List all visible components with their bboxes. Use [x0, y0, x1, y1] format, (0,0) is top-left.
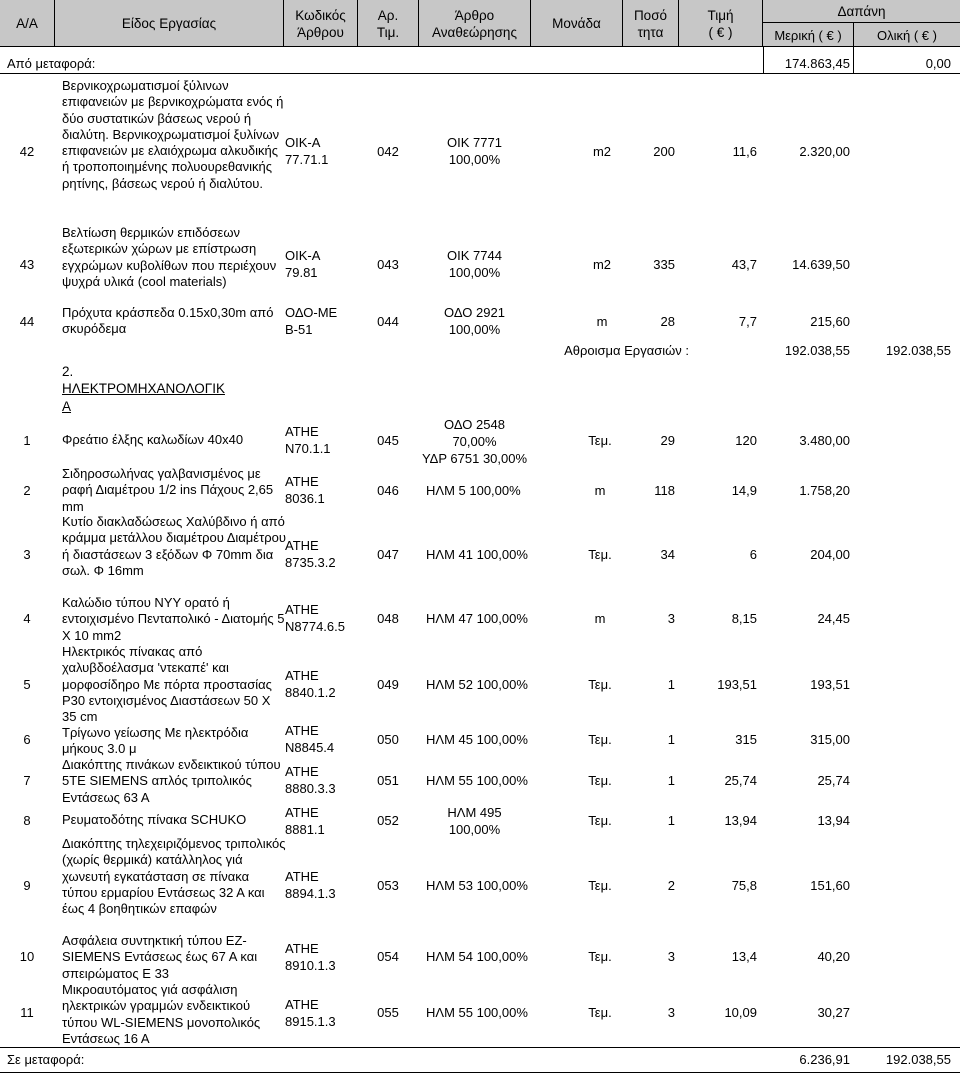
- row-qty: 2: [667, 878, 675, 893]
- row-description: Σιδηροσωλήνας γαλβανισμένος με ραφή Διαμέτρου 1/2 ins Πάχους 2,65 mm: [62, 466, 274, 514]
- row-ar: 052: [377, 813, 399, 828]
- header-work-type: Είδος Εργασίας: [121, 16, 217, 31]
- row-aa: 7: [23, 773, 31, 788]
- row-ar: 051: [377, 773, 399, 788]
- row-rev: ΗΛΜ 41 100,00%: [426, 547, 528, 562]
- row-code-l2: Ν8845.4: [285, 740, 335, 755]
- row-unit: Τεμ.: [588, 949, 612, 964]
- row-description: Πρόχυτα κράσπεδα 0.15x0,30m από σκυρόδεμα: [62, 305, 274, 337]
- row-code-l1: ΟΙΚ-Α: [285, 135, 321, 150]
- row-partial: 204,00: [810, 547, 850, 562]
- row-code-l1: ΑΤΗΕ: [285, 602, 319, 617]
- row-rev-l2: 100,00%: [448, 265, 501, 280]
- row-qty: 3: [667, 611, 675, 626]
- row-description: Βερνικοχρωματισμοί ξύλινων επιφανειών με βερνικοχρώματα ενός ή δύο συστατικών βάσεως νερού ή διαλύτη. Βερνικοχρωματισμοί ξυλίνων επιφανειών με ελαιόχρωμα αλκυδικής ή τροποποιημένης πολυουρεθανικής ρητίνης, βάσεως νερού ή διαλύτου.: [62, 78, 284, 191]
- row-partial: 14.639,50: [792, 257, 850, 272]
- row-code-l1: ΑΤΗΕ: [285, 805, 319, 820]
- row-aa: 3: [23, 547, 31, 562]
- row-partial: 3.480,00: [799, 433, 850, 448]
- row-price: 7,7: [738, 314, 757, 329]
- subtotal-partial: 192.038,55: [784, 343, 850, 358]
- row-description: Βελτίωση θερμικών επιδόσεων εξωτερικών χώρων με επίστρωση εγχρώμων κυβολίθων που περιέχουν ψυχρά υλικά (cool materials): [62, 225, 277, 289]
- row-price: 13,94: [724, 813, 757, 828]
- header-partial: Μερική ( € ): [774, 28, 842, 43]
- row-ar: 055: [377, 1005, 399, 1020]
- row-qty: 200: [653, 144, 675, 159]
- row-rev-l1: ΟΙΚ 7771: [447, 135, 502, 150]
- row-partial: 193,51: [810, 677, 850, 692]
- row-rev: ΗΛΜ 47 100,00%: [426, 611, 528, 626]
- row-code-l2: 8880.3.3: [285, 781, 336, 796]
- row-rev: ΗΛΜ 53 100,00%: [426, 878, 528, 893]
- header-total: Ολική ( € ): [877, 28, 937, 43]
- row-description: Ασφάλεια συντηκτική τύπου ΕΖ-SIEMENS Εντάσεως έως 67 Α και σπειρώματος Ε 33: [62, 933, 258, 981]
- header-divider: [763, 22, 960, 23]
- row-code-l1: ΑΤΗΕ: [285, 424, 319, 439]
- row-ar: 049: [377, 677, 399, 692]
- row-rev-l1: ΟΔΟ 2548: [444, 417, 505, 432]
- row-unit: Τεμ.: [588, 773, 612, 788]
- row-ar: 042: [377, 144, 399, 159]
- row-ar: 044: [377, 314, 399, 329]
- row-rev: ΗΛΜ 45 100,00%: [426, 732, 528, 747]
- row-rev: ΗΛΜ 55 100,00%: [426, 1005, 528, 1020]
- section-title-l1: ΗΛΕΚΤΡΟΜΗΧΑΝΟΛΟΓΙΚ: [62, 381, 225, 396]
- row-code-l1: ΑΤΗΕ: [285, 538, 319, 553]
- row-code-l2: 79.81: [285, 265, 318, 280]
- row-ar: 053: [377, 878, 399, 893]
- row-code-l2: 8915.1.3: [285, 1014, 336, 1029]
- row-qty: 335: [653, 257, 675, 272]
- row-partial: 215,60: [810, 314, 850, 329]
- row-description: Καλώδιο τύπου ΝΥΥ ορατό ή εντοιχισμένο Πενταπολικό - Διατομής 5 X 10 mm2: [62, 595, 285, 643]
- header-unit: Μονάδα: [552, 16, 601, 31]
- row-qty: 1: [667, 732, 675, 747]
- header-bottom-line: [0, 46, 960, 47]
- header-code-l1: Κωδικός: [295, 8, 346, 23]
- row-partial: 13,94: [817, 813, 850, 828]
- header-cost: Δαπάνη: [837, 4, 886, 19]
- row-code-l2: 8910.1.3: [285, 958, 336, 973]
- carried-out-label: Σε μεταφορά:: [7, 1052, 85, 1067]
- row-code-l1: ΑΤΗΕ: [285, 474, 319, 489]
- row-ar: 047: [377, 547, 399, 562]
- row-description: Κυτίο διακλαδώσεως Χαλύβδινο ή από κράμμα μετάλλου διαμέτρου Διαμέτρου ή διαστάσεων 3 εξόδων Φ 70mm δια σωλ. Φ 16mm: [62, 514, 286, 578]
- row-description: Ρευματοδότης πίνακα SCHUKO: [62, 812, 247, 827]
- row-code-l1: ΑΤΗΕ: [285, 723, 319, 738]
- row-partial: 30,27: [817, 1005, 850, 1020]
- row-partial: 24,45: [817, 611, 850, 626]
- row-description: Τρίγωνο γείωσης Με ηλεκτρόδια μήκους 3.0 μ: [62, 725, 249, 757]
- row-aa: 1: [23, 433, 31, 448]
- header-price-l2: ( € ): [708, 25, 733, 40]
- row-qty: 3: [667, 949, 675, 964]
- row-qty: 34: [660, 547, 675, 562]
- col-divider: [763, 47, 764, 73]
- carried-out-partial: 6.236,91: [799, 1052, 850, 1067]
- row-description: Φρεάτιο έλξης καλωδίων 40x40: [62, 432, 244, 447]
- subtotal-total: 192.038,55: [885, 343, 951, 358]
- carried-in-label: Από μεταφορά:: [7, 56, 96, 71]
- row-rev-l3: ΥΔΡ 6751 30,00%: [421, 451, 528, 466]
- row-rev: ΗΛΜ 52 100,00%: [426, 677, 528, 692]
- row-qty: 1: [667, 677, 675, 692]
- header-price-l1: Τιμή: [707, 8, 734, 23]
- row-unit: Τεμ.: [588, 732, 612, 747]
- col-divider: [853, 47, 854, 73]
- row-rev: ΗΛΜ 55 100,00%: [426, 773, 528, 788]
- row-partial: 25,74: [817, 773, 850, 788]
- divider: [0, 1072, 960, 1073]
- row-rev-l2: 100,00%: [448, 322, 501, 337]
- row-unit: m: [596, 314, 608, 329]
- row-aa: 43: [19, 257, 35, 272]
- row-rev: ΗΛΜ 5 100,00%: [426, 483, 521, 498]
- row-qty: 1: [667, 773, 675, 788]
- carried-in-total: 0,00: [925, 56, 951, 71]
- row-price: 8,15: [731, 611, 757, 626]
- row-partial: 40,20: [817, 949, 850, 964]
- row-price: 11,6: [732, 144, 757, 159]
- row-partial: 2.320,00: [799, 144, 850, 159]
- row-code-l2: 8881.1: [285, 822, 325, 837]
- row-ar: 045: [377, 433, 399, 448]
- row-aa: 5: [23, 677, 31, 692]
- section-title-l2: Α: [62, 399, 72, 414]
- row-unit: Τεμ.: [588, 813, 612, 828]
- row-code-l1: ΑΤΗΕ: [285, 764, 319, 779]
- header-qty-l1: Ποσό: [633, 8, 668, 23]
- row-aa: 11: [20, 1005, 34, 1020]
- row-ar: 054: [377, 949, 399, 964]
- row-rev-l2: 100,00%: [448, 152, 501, 167]
- row-unit: Τεμ.: [588, 677, 612, 692]
- row-partial: 151,60: [810, 878, 850, 893]
- header-ar-l1: Αρ.: [377, 8, 399, 23]
- row-code-l1: ΑΤΗΕ: [285, 869, 319, 884]
- row-aa: 42: [19, 144, 35, 159]
- header-aa: Α/Α: [16, 16, 38, 31]
- carried-in-partial: 174.863,45: [784, 56, 850, 71]
- row-ar: 043: [377, 257, 399, 272]
- row-price: 10,09: [724, 1005, 757, 1020]
- row-code-l2: Ν8774.6.5: [285, 619, 345, 634]
- row-price: 120: [735, 433, 757, 448]
- subtotal-label: Αθροισμα Εργασιών :: [564, 343, 689, 358]
- row-price: 315: [735, 732, 757, 747]
- row-ar: 048: [377, 611, 399, 626]
- row-code-l2: 8036.1: [285, 491, 325, 506]
- row-rev: ΗΛΜ 54 100,00%: [426, 949, 528, 964]
- section-number: 2.: [62, 364, 74, 379]
- row-description: Ηλεκτρικός πίνακας από χαλυβδοέλασμα 'ντεκαπέ' και μορφοσίδηρο Με πόρτα προστασίας Ρ30 εντοιχισμένος Διαστάσεων 50 X 35 cm: [62, 644, 272, 725]
- header-ar-l2: Τιμ.: [376, 25, 400, 40]
- header-qty-l2: τητα: [637, 25, 664, 40]
- row-description: Διακόπτης τηλεχειριζόμενος τριπολικός (χωρίς θερμικά) κατάλληλος γιά χωνευτή εγκατάσταση σε πίνακα τύπου ερμαρίου Εντάσεως 32 Α και έως 4 βοηθητικών επαφών: [62, 836, 286, 917]
- row-qty: 3: [667, 1005, 675, 1020]
- row-unit: Τεμ.: [588, 1005, 612, 1020]
- row-price: 75,8: [731, 878, 757, 893]
- row-code-l1: ΟΙΚ-Α: [285, 248, 321, 263]
- row-partial: 315,00: [810, 732, 850, 747]
- row-qty: 29: [660, 433, 675, 448]
- row-price: 14,9: [731, 483, 757, 498]
- row-aa: 4: [23, 611, 31, 626]
- row-qty: 28: [660, 314, 675, 329]
- header-code-l2: Άρθρου: [297, 25, 344, 40]
- header-rev-l1: Άρθρο: [454, 8, 495, 23]
- row-rev-l1: ΟΔΟ 2921: [444, 305, 505, 320]
- row-aa: 6: [23, 732, 31, 747]
- row-code-l2: 8735.3.2: [285, 555, 336, 570]
- row-aa: 8: [23, 813, 31, 828]
- row-description: Διακόπτης πινάκων ενδεικτικού τύπου 5TE SIEMENS απλός τριπολικός Εντάσεως 63 Α: [62, 757, 281, 805]
- row-qty: 118: [654, 483, 675, 498]
- row-code-l1: ΑΤΗΕ: [285, 668, 319, 683]
- row-partial: 1.758,20: [799, 483, 850, 498]
- row-code-l1: ΑΤΗΕ: [285, 997, 319, 1012]
- row-rev-l2: 100,00%: [448, 822, 501, 837]
- row-rev-l1: ΗΛΜ 495: [447, 805, 502, 820]
- row-qty: 1: [667, 813, 675, 828]
- row-code-l2: Ν70.1.1: [285, 441, 331, 456]
- row-unit: Τεμ.: [588, 878, 612, 893]
- row-aa: 10: [19, 949, 35, 964]
- row-ar: 050: [377, 732, 399, 747]
- row-unit: Τεμ.: [588, 547, 612, 562]
- row-aa: 44: [19, 314, 35, 329]
- header-rev-l2: Αναθεώρησης: [432, 25, 517, 40]
- row-code-l1: ΟΔΟ-ΜΕ: [285, 305, 338, 320]
- row-price: 6: [749, 547, 757, 562]
- row-aa: 2: [23, 483, 31, 498]
- row-price: 25,74: [724, 773, 757, 788]
- row-description: Μικροαυτόματος γιά ασφάλιση ηλεκτρικών γραμμών ενδεικτικού τύπου WL-SIEMENS μονοπολικός Εντάσεως 16 Α: [62, 982, 261, 1046]
- row-price: 13,4: [731, 949, 757, 964]
- row-unit: m: [594, 611, 606, 626]
- row-aa: 9: [23, 878, 31, 893]
- row-unit: m: [594, 483, 606, 498]
- row-unit: Τεμ.: [588, 433, 612, 448]
- row-unit: m2: [592, 257, 612, 272]
- row-unit: m2: [592, 144, 612, 159]
- row-rev-l2: 70,00%: [452, 434, 497, 449]
- row-code-l1: ΑΤΗΕ: [285, 941, 319, 956]
- row-code-l2: 8840.1.2: [285, 685, 336, 700]
- row-code-l2: 77.71.1: [285, 152, 329, 167]
- row-code-l2: Β-51: [285, 322, 313, 337]
- row-price: 43,7: [731, 257, 757, 272]
- row-price: 193,51: [717, 677, 757, 692]
- row-code-l2: 8894.1.3: [285, 886, 336, 901]
- row-ar: 046: [377, 483, 399, 498]
- divider: [0, 73, 960, 74]
- divider: [0, 1047, 960, 1048]
- carried-out-total: 192.038,55: [885, 1052, 951, 1067]
- row-rev-l1: ΟΙΚ 7744: [447, 248, 502, 263]
